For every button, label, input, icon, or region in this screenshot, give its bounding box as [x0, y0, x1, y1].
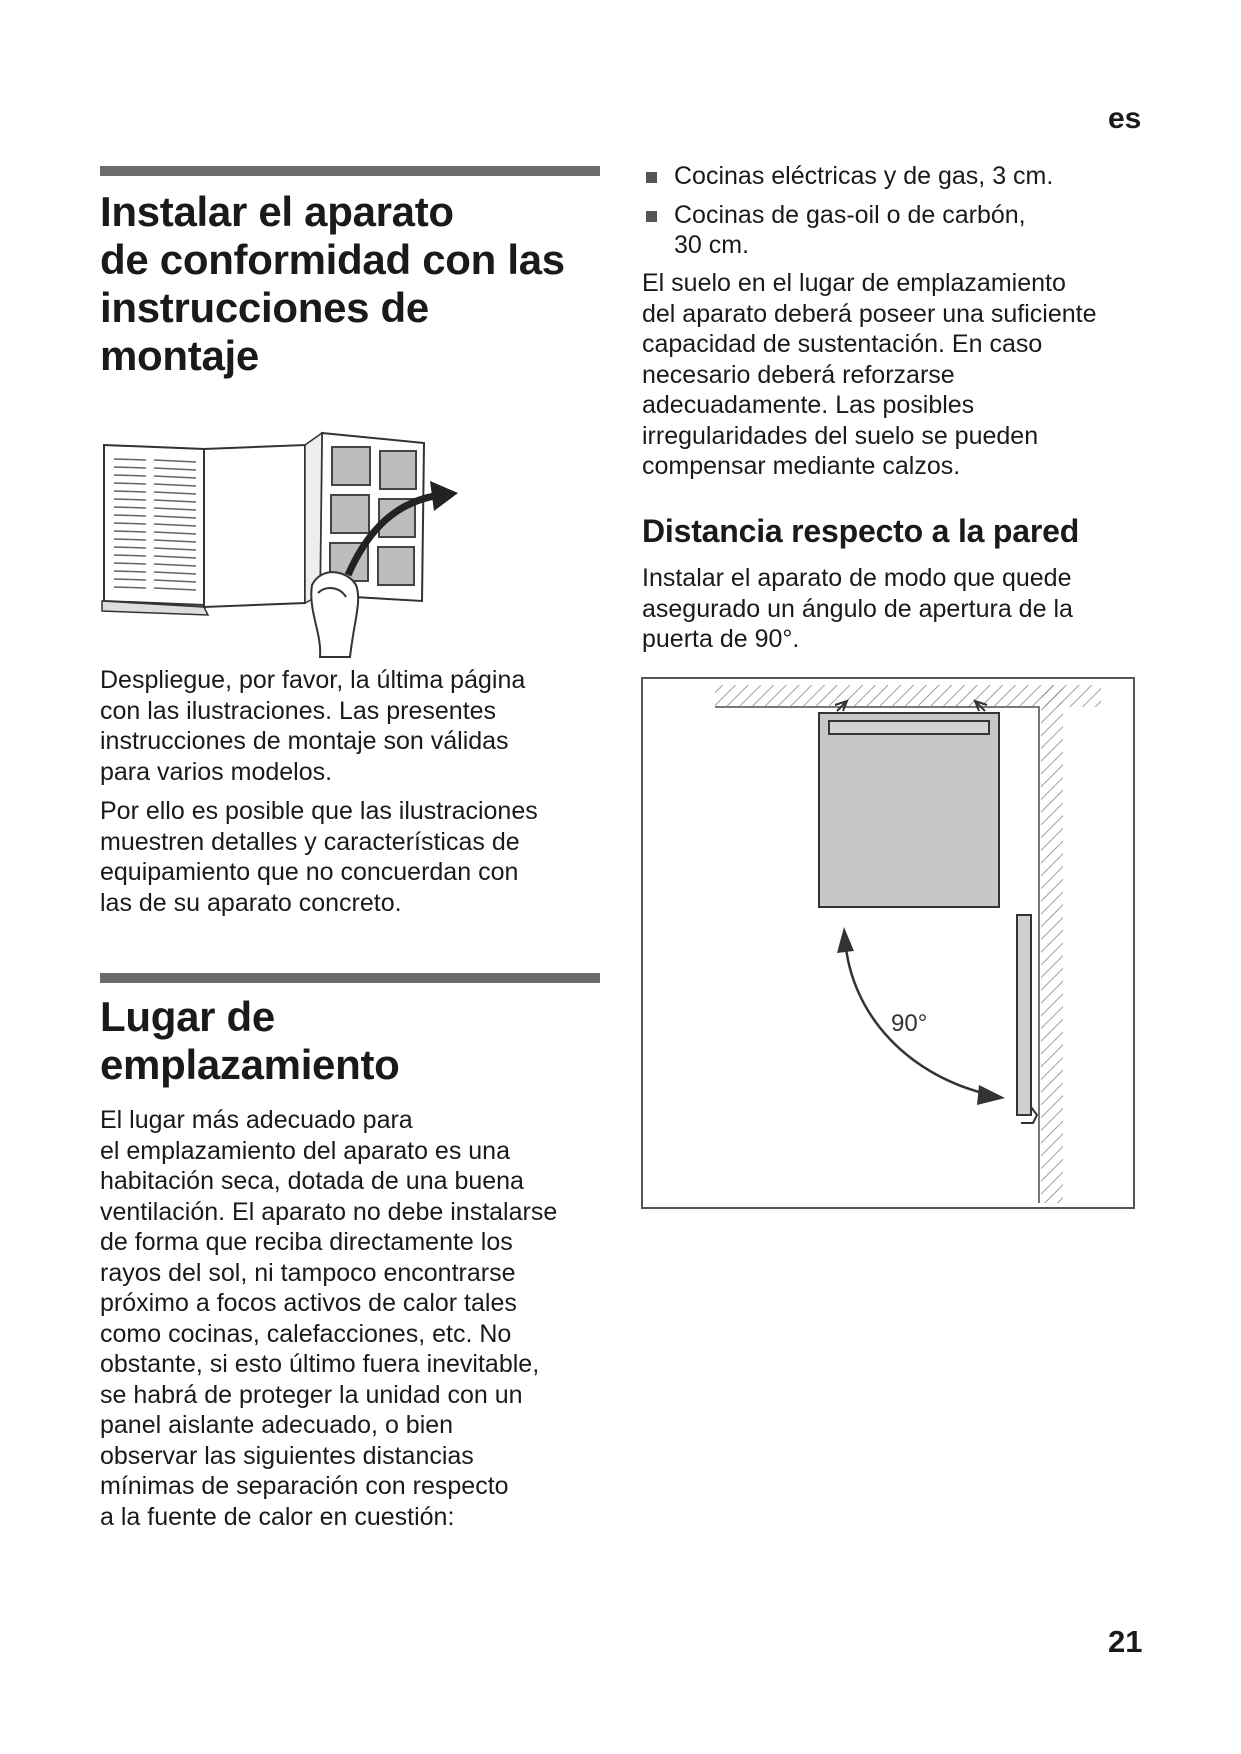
- bullet-square-icon: [646, 211, 657, 222]
- title-line: instrucciones de: [100, 284, 429, 331]
- text-line: las de su aparato concreto.: [100, 888, 402, 917]
- section-rule: [100, 166, 600, 176]
- para-location: [100, 1105, 557, 1532]
- title-line: Lugar de: [100, 993, 275, 1040]
- page-number: 21: [1108, 1624, 1143, 1659]
- text-line: 30 cm.: [674, 231, 750, 259]
- angle-label: 90°: [891, 1010, 928, 1037]
- text-line: Por ello es posible que las ilustraciones: [100, 797, 538, 825]
- bullet-square-icon: [646, 172, 657, 183]
- text-line: ventilación. El aparato no debe instalarse: [100, 1197, 558, 1226]
- text-line: panel aislante adecuado, o bien: [100, 1411, 454, 1439]
- list-item: [642, 161, 1053, 192]
- text-line: con las ilustraciones. Las presentes: [100, 696, 497, 725]
- door-angle-diagram: [641, 677, 1135, 1209]
- text-line: observar las siguientes distancias: [100, 1441, 474, 1470]
- text-line: mínimas de separación con respecto: [100, 1472, 509, 1500]
- text-line: El suelo en el lugar de emplazamiento: [642, 269, 1066, 297]
- text-line: El lugar más adecuado para: [100, 1106, 413, 1134]
- text-line: adecuadamente. Las posibles: [642, 391, 975, 419]
- para-foldout: [100, 665, 525, 787]
- title-line: emplazamiento: [100, 1041, 400, 1088]
- text-line: habitación seca, dotada de una buena: [100, 1167, 524, 1195]
- text-line: el emplazamiento del aparato es una: [100, 1136, 510, 1165]
- text-line: rayos del sol, ni tampoco encontrarse: [100, 1258, 516, 1287]
- distance-list: [642, 161, 1053, 261]
- language-code: es: [1108, 102, 1142, 135]
- text-line: muestren detalles y características de: [100, 827, 520, 856]
- text-line: capacidad de sustentación. En caso: [642, 330, 1043, 358]
- text-line: irregularidades del suelo se pueden: [642, 421, 1039, 450]
- text-line: instrucciones de montaje son válidas: [100, 727, 509, 755]
- text-line: equipamiento que no concuerdan con: [100, 858, 519, 886]
- text-line: necesario deberá reforzarse: [642, 360, 955, 389]
- title-line: montaje: [100, 332, 259, 379]
- list-item: [642, 200, 1053, 261]
- text-line: puerta de 90°.: [642, 625, 800, 653]
- text-line: de forma que reciba directamente los: [100, 1228, 513, 1256]
- text-line: Cocinas eléctricas y de gas, 3 cm.: [674, 162, 1054, 190]
- section-title-install: [100, 188, 565, 380]
- text-line: compensar mediante calzos.: [642, 452, 961, 480]
- text-line: próximo a focos activos de calor tales: [100, 1289, 517, 1317]
- text-line: del aparato deberá poseer una suficiente: [642, 299, 1097, 328]
- text-line: Cocinas de gas-oil o de carbón,: [674, 200, 1026, 229]
- subtitle-wall-distance: Distancia respecto a la pared: [642, 513, 1080, 549]
- text-line: obstante, si esto último fuera inevitable,: [100, 1350, 540, 1378]
- text-line: para varios modelos.: [100, 757, 333, 786]
- section-rule: [100, 973, 600, 983]
- book-illustration: [100, 425, 480, 660]
- title-line: Instalar el aparato: [100, 188, 454, 235]
- para-models: [100, 796, 538, 918]
- text-line: como cocinas, calefacciones, etc. No: [100, 1319, 512, 1348]
- text-line: asegurado un ángulo de apertura de la: [642, 594, 1073, 623]
- title-line: de conformidad con las: [100, 236, 565, 283]
- text-line: Instalar el aparato de modo que quede: [642, 564, 1072, 592]
- text-line: se habrá de proteger la unidad con un: [100, 1380, 523, 1409]
- section-title-location: [100, 993, 400, 1089]
- text-line: Despliegue, por favor, la última página: [100, 666, 526, 694]
- para-wall: [642, 563, 1073, 655]
- para-floor: [642, 268, 1097, 482]
- text-line: a la fuente de calor en cuestión:: [100, 1502, 455, 1531]
